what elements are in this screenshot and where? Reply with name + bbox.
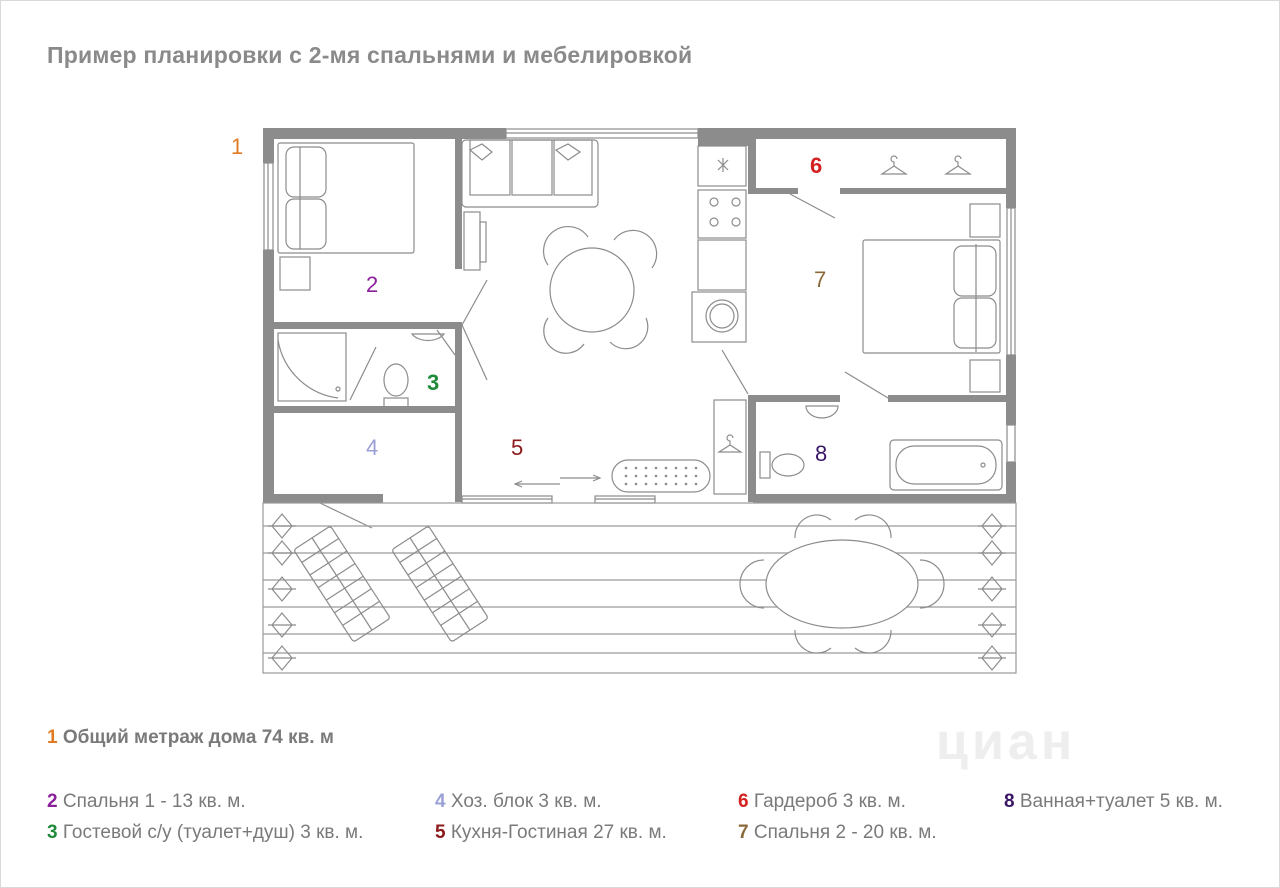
room-label-2: 2 — [366, 272, 379, 297]
watermark-logo: циан — [936, 713, 1077, 771]
rug — [612, 460, 710, 492]
sun-lounger-2 — [392, 526, 489, 642]
legend-total — [47, 727, 334, 749]
legend-num: 3 — [47, 822, 58, 843]
room-label-4: 4 — [366, 435, 379, 460]
legend-num: 2 — [47, 791, 58, 812]
legend-text: Кухня-Гостиная 27 кв. м. — [450, 822, 667, 843]
legend-num: 6 — [738, 791, 749, 812]
sun-lounger-1 — [294, 526, 391, 642]
bed-2 — [863, 204, 1000, 392]
legend-item-2 — [47, 791, 246, 813]
legend-num: 8 — [1004, 791, 1015, 812]
legend-num: 4 — [435, 791, 446, 812]
room-label-6: 6 — [810, 153, 823, 178]
legend-total-num: 1 — [47, 727, 58, 748]
room-label-5: 5 — [511, 435, 524, 460]
room-label-1: 1 — [231, 134, 244, 159]
legend-text: Хоз. блок 3 кв. м. — [450, 791, 602, 812]
kitchen — [692, 146, 746, 342]
legend-item-5 — [435, 822, 667, 844]
legend-item-7 — [738, 822, 937, 844]
legend-text: Спальня 2 - 20 кв. м. — [753, 822, 937, 843]
legend-text: Ванная+туалет 5 кв. м. — [1019, 791, 1223, 812]
page-title: Пример планировки с 2-мя спальнями и мебелировкой — [47, 42, 693, 68]
legend-item-4 — [435, 791, 602, 813]
legend-item-3 — [47, 822, 363, 844]
legend-text: Спальня 1 - 13 кв. м. — [62, 791, 246, 812]
door-lines — [320, 194, 888, 528]
room-label-8: 8 — [815, 441, 828, 466]
legend-text: Гардероб 3 кв. м. — [753, 791, 906, 812]
legend-num: 7 — [738, 822, 749, 843]
dining-table — [544, 227, 657, 354]
bathroom-8 — [760, 406, 1002, 490]
legend-num: 5 — [435, 822, 446, 843]
legend-item-6 — [738, 791, 906, 813]
legend-text: Гостевой с/у (туалет+душ) 3 кв. м. — [62, 822, 364, 843]
room-label-7: 7 — [814, 267, 827, 292]
bed-1 — [278, 143, 414, 290]
legend-item-8 — [1004, 791, 1223, 813]
outdoor-table — [740, 515, 944, 653]
room-label-3: 3 — [427, 370, 440, 395]
guest-bathroom — [278, 333, 444, 407]
legend-total-text: Общий метраж дома 74 кв. м — [62, 727, 334, 748]
